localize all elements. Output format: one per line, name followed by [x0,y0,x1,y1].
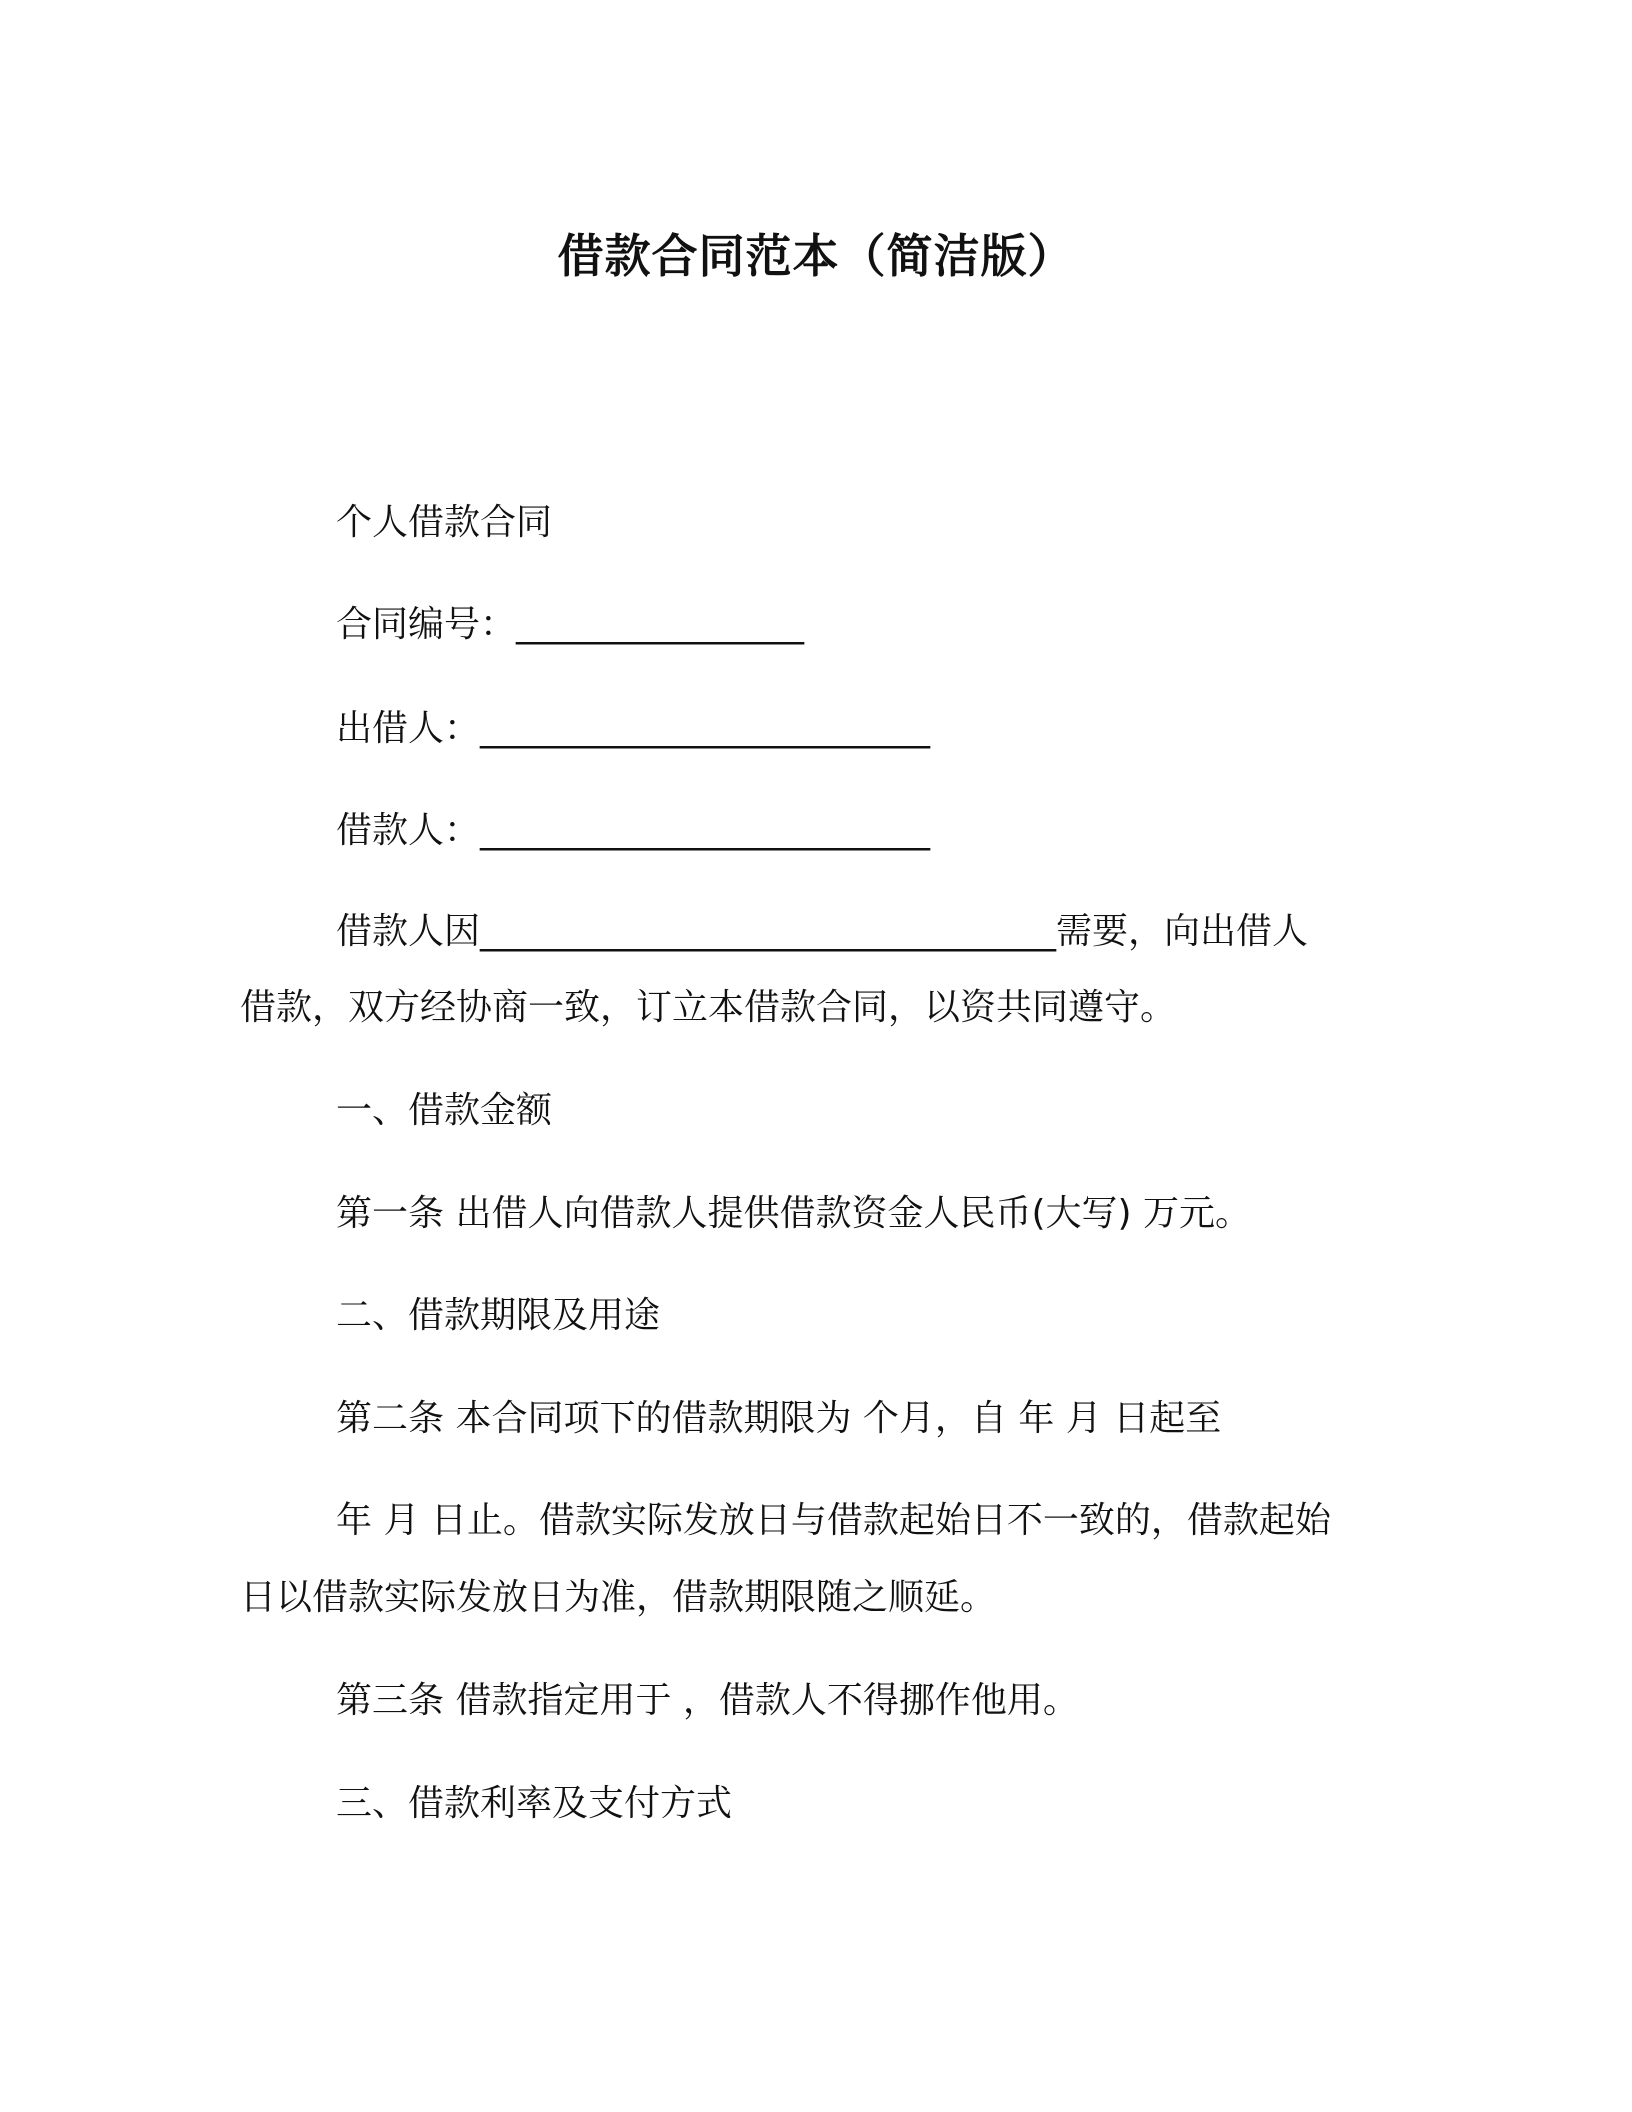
article-3: 第三条 借款指定用于 ，借款人不得挪作他用。 [336,1680,1079,1721]
article-2-line-1: 第二条 本合同项下的借款期限为 个月，自 年 月 日起至 [336,1398,1222,1439]
document-title: 借款合同范本（简洁版） [557,229,1075,283]
section-heading-term-purpose: 二、借款期限及用途 [336,1295,661,1336]
article-2-line-3: 日以借款实际发放日为准，借款期限随之顺延。 [240,1577,997,1618]
contract-number-line: 合同编号：________________ [336,604,805,645]
contract-heading: 个人借款合同 [336,502,553,543]
lender-line: 出借人：_________________________ [336,708,931,749]
purpose-paragraph-line-2: 借款，双方经协商一致，订立本借款合同，以资共同遵守。 [240,987,1177,1028]
purpose-paragraph-line-1: 借款人因________________________________需要，向出借人 [336,911,1309,952]
section-heading-loan-amount: 一、借款金额 [336,1090,553,1131]
article-1: 第一条 出借人向借款人提供借款资金人民币(大写) 万元。 [336,1193,1251,1234]
section-heading-interest-payment: 三、借款利率及支付方式 [336,1783,733,1824]
article-2-line-2: 年 月 日止。借款实际发放日与借款起始日不一致的，借款起始 [336,1500,1331,1541]
borrower-line: 借款人：_________________________ [336,810,931,851]
